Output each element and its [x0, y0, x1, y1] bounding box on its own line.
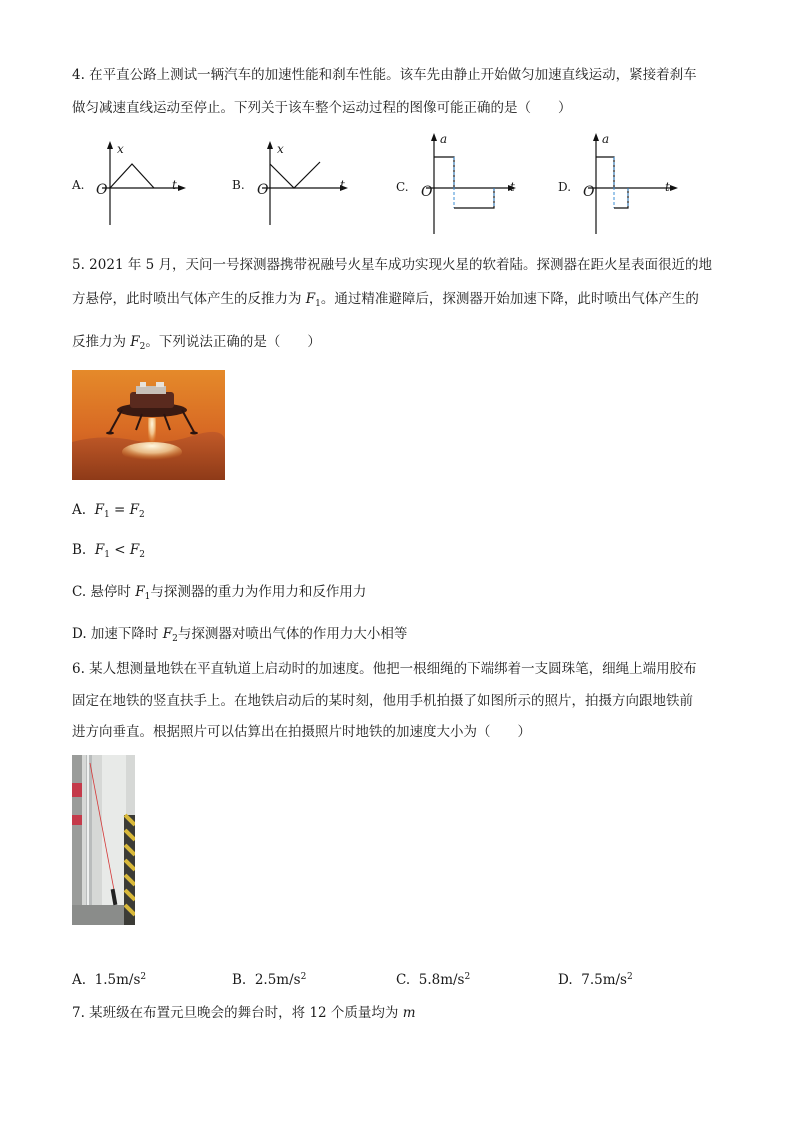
- option-c-origin: O: [421, 184, 433, 200]
- q4-option-b[interactable]: [232, 140, 352, 230]
- option-a-x-label: t: [172, 178, 177, 192]
- q5-line-3: 反推力为 $F_2$。下列说法正确的是（ ）: [72, 334, 321, 352]
- option-a-origin: O: [96, 182, 108, 198]
- option-b-origin: O: [257, 182, 269, 198]
- q5-line-2: 方悬停，此时喷出气体产生的反推力为 $F_1$。通过精准避障后，探测器开始加速下降，此时喷出气体产生的: [72, 291, 699, 309]
- q6-answer-c[interactable]: C. $5.8m/s^2$: [396, 972, 471, 988]
- q4-option-a[interactable]: [72, 140, 187, 230]
- option-c-x-label: t: [510, 180, 515, 194]
- q5-line-1: 5. 2021 年 5 月，天问一号探测器携带祝融号火星车成功实现火星的软着陆。探测器在距火星表面很近的地: [72, 257, 712, 273]
- q5-option-c[interactable]: C. 悬停时 $F_1$与探测器的重力为作用力和反作用力: [72, 584, 367, 602]
- q4-line-1: 4. 在平直公路上测试一辆汽车的加速性能和刹车性能。该车先由静止开始做匀加速直线运动，紧接着刹车: [72, 67, 697, 83]
- option-b-x-label: t: [340, 178, 345, 192]
- q5-option-d[interactable]: D. 加速下降时 $F_2$与探测器对喷出气体的作用力大小相等: [72, 626, 408, 644]
- option-d-x-label: t: [665, 180, 670, 194]
- option-a-y-label: x: [117, 142, 124, 156]
- q6-answer-d[interactable]: D. $7.5m/s^2$: [558, 972, 633, 988]
- q6-line-2: 固定在地铁的竖直扶手上。在地铁启动后的某时刻，他用手机拍摄了如图所示的照片，拍摄方向跟地铁前: [72, 693, 693, 709]
- q6-line-1: 6. 某人想测量地铁在平直轨道上启动时的加速度。他把一根细绳的下端绑着一支圆珠笔，细绳上端用胶布: [72, 661, 697, 677]
- option-a-label: A.: [72, 178, 85, 192]
- mars-lander-photo: [72, 370, 225, 480]
- mars-lander-illustration: [72, 370, 225, 480]
- option-d-label: D.: [558, 180, 572, 194]
- q4-line-2: 做匀减速直线运动至停止。下列关于该车整个运动过程的图像可能正确的是（ ）: [72, 100, 572, 116]
- q5-option-b[interactable]: B. $F_1 < F_2$: [72, 542, 145, 560]
- subway-handrail-photo: [72, 755, 135, 925]
- q5-option-a[interactable]: A. $F_1 = F_2$: [72, 502, 145, 520]
- q4-option-d[interactable]: [558, 132, 683, 237]
- q6-answer-b[interactable]: B. $2.5m/s^2$: [232, 972, 307, 988]
- q7-line-1: 7. 某班级在布置元旦晚会的舞台时，将 12 个质量均为 m: [72, 1005, 416, 1021]
- option-b-y-label: x: [277, 142, 284, 156]
- q4-option-c[interactable]: [396, 132, 521, 237]
- q6-answer-a[interactable]: A. $1.5m/s^2$: [72, 972, 147, 988]
- option-b-label: B.: [232, 178, 245, 192]
- option-d-y-label: a: [602, 132, 610, 146]
- option-d-origin: O: [583, 184, 595, 200]
- q6-line-3: 进方向垂直。根据照片可以估算出在拍摄照片时地铁的加速度大小为（ ）: [72, 724, 531, 740]
- option-c-y-label: a: [440, 132, 448, 146]
- subway-handrail-illustration: [72, 755, 135, 925]
- option-c-label: C.: [396, 180, 409, 194]
